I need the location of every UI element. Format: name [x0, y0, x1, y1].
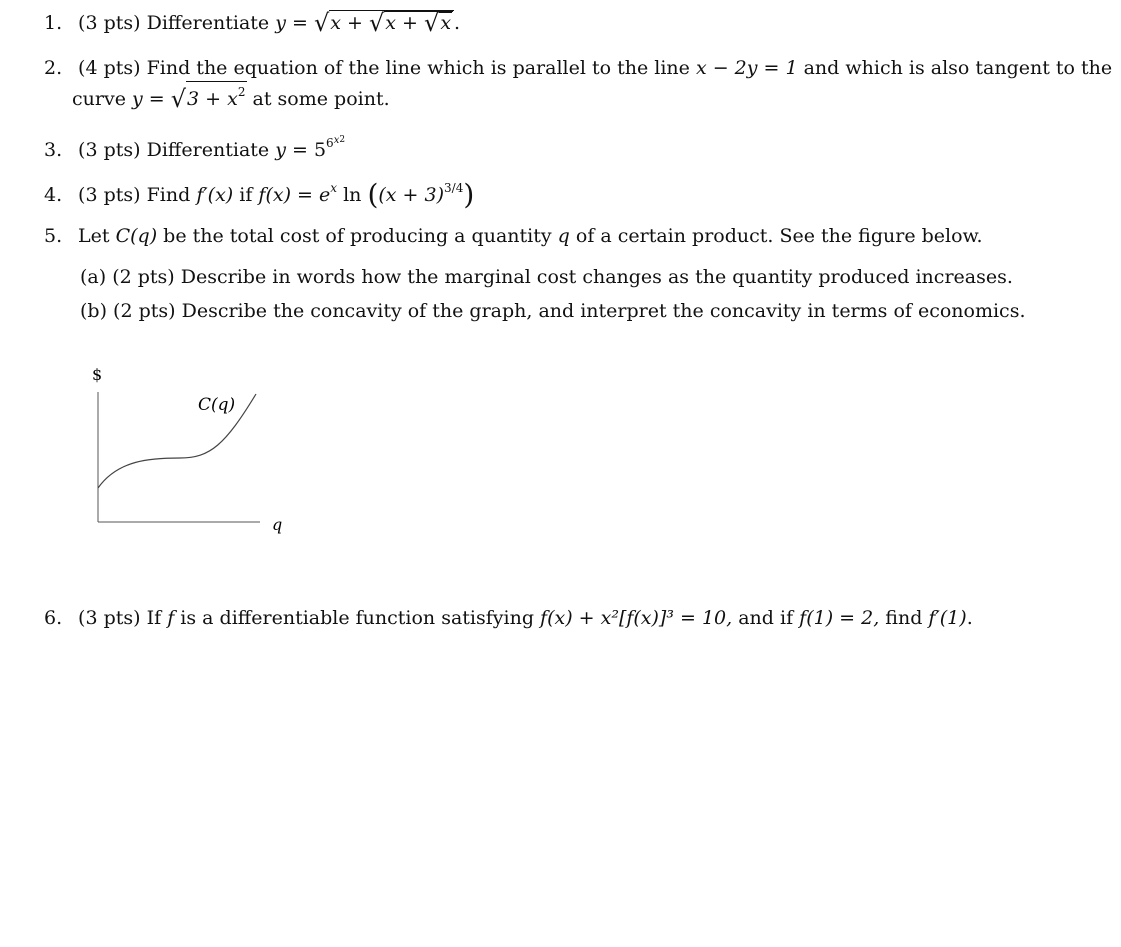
question-number: 6. [44, 607, 63, 629]
x-axis-label: q [272, 515, 283, 534]
question-text: Find [146, 184, 191, 206]
question-1: 1. (3 pts) Differentiate y = √x + √x + √x . [44, 9, 461, 37]
points: (3 pts) [78, 184, 141, 206]
math-lhs: y = [275, 12, 308, 34]
question-text: Differentiate [146, 139, 270, 161]
question-3: 3. (3 pts) Differentiate $y = 5^{6x2}$ [44, 135, 346, 161]
question-5a: (a) (2 pts) Describe in words how the marginal cost changes as the quantity produced increases. [80, 266, 1013, 288]
radicand: $3 + x^2$ [186, 81, 246, 109]
question-text-2: and which is also tangent to the [803, 57, 1113, 79]
question-6: 6. (3 pts) If f is a differentiable function satisfying f(x) + x²[f(x)]³ = 10, and if f(1) = 2, find f′(1). [44, 607, 973, 629]
question-number: 3. [44, 139, 63, 161]
points: (3 pts) [78, 12, 141, 34]
question-number: 4. [44, 184, 63, 206]
cost-curve-figure [80, 360, 300, 540]
question-number: 1. [44, 12, 63, 34]
points: (3 pts) [78, 607, 141, 629]
question-5: 5. Let C(q) be the total cost of producing a quantity q of a certain product. See the figure below. [44, 225, 983, 247]
question-4: 4. (3 pts) Find f′(x) if $f(x) = e^x$ $\ln ((x + 3)^{3/4})$ [44, 178, 475, 211]
sqrt-symbol: √ [368, 9, 385, 37]
points: (4 pts) [78, 57, 141, 79]
radicand-outer: x + √x + √x [329, 10, 454, 33]
line-equation: x − 2y = 1 [695, 57, 798, 79]
radicand-middle: x + √x [385, 9, 452, 37]
sqrt-symbol: √ [424, 9, 440, 37]
question-number: 5. [44, 225, 63, 247]
question-text: Find the equation of the line which is parallel to the line [146, 57, 690, 79]
power-tower: $5^{6x2}$ [313, 135, 346, 161]
question-2 [44, 56, 1112, 81]
question-5b: (b) (2 pts) Describe the concavity of the graph, and interpret the concavity in terms of economics. [80, 300, 1026, 322]
points: (3 pts) [78, 139, 141, 161]
question-2-continued: curve $y = √3 + x^2$ at some point. [72, 81, 390, 112]
curve-label: C(q) [198, 395, 236, 415]
radicand-inner: x [440, 12, 452, 34]
sqrt-symbol: √ [170, 85, 187, 113]
question-text: Differentiate [146, 12, 270, 34]
y-axis-label: $ [92, 365, 103, 384]
question-number: 2. [44, 57, 63, 79]
sqrt-symbol: √ [313, 9, 330, 37]
